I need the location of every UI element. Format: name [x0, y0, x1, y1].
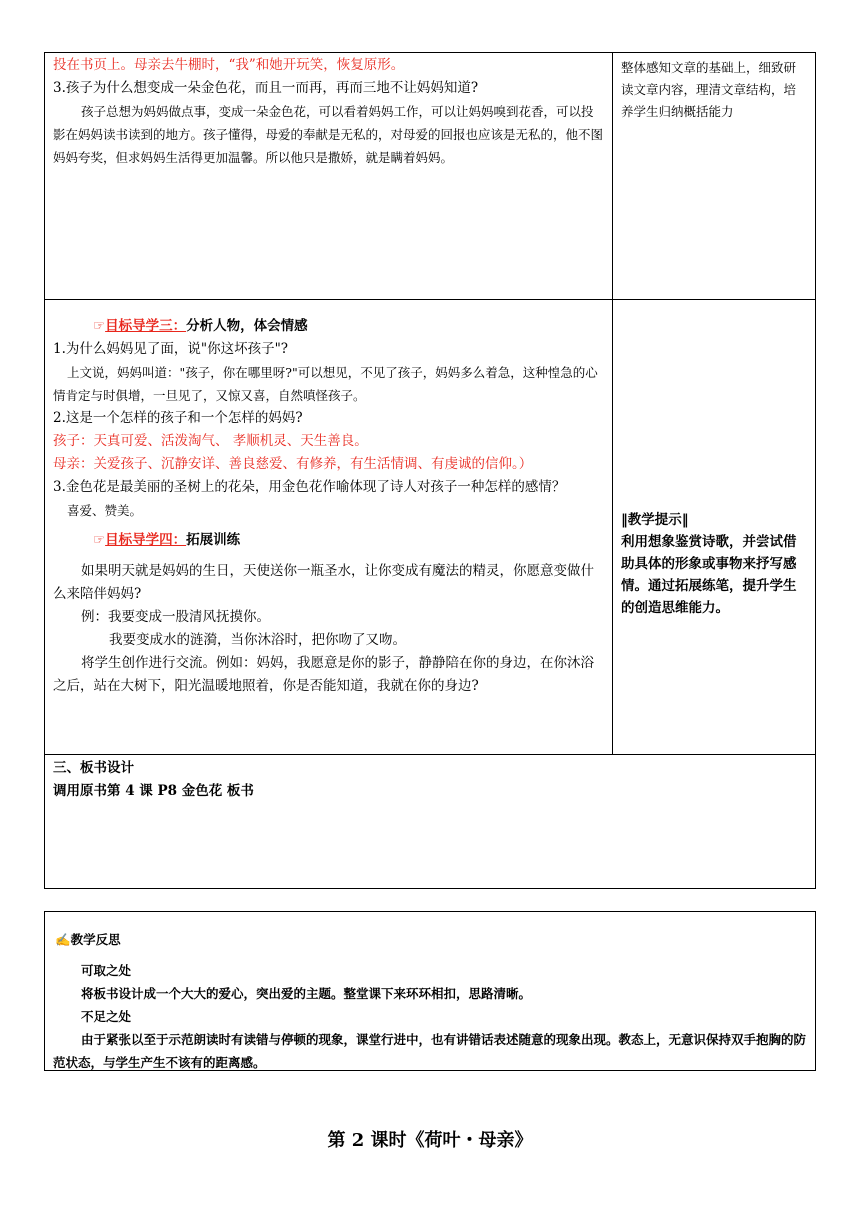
good-label: 可取之处	[81, 963, 132, 978]
table-row	[45, 53, 815, 300]
pointer-icon: ☞	[93, 532, 106, 548]
bad-text: 由于紧张以至于示范朗读时有读错与停顿的现象，课堂行进中，也有讲错话表述随意的现象出现。教态上，无意识保持双手抱胸的防范状态，与学生产生不该有的距离感。	[53, 1032, 807, 1070]
content-cell	[45, 53, 613, 299]
goal-text: 拓展训练	[186, 532, 241, 548]
reflection-title	[55, 928, 807, 951]
table-row	[45, 755, 815, 888]
question: 3.金色花是最美丽的圣树上的花朵，用金色花作喻体现了诗人对孩子一种怎样的感情？	[53, 479, 566, 495]
goal-heading-3	[93, 314, 604, 334]
next-lesson-title: 第 2 课时《荷叶・母亲》	[327, 1130, 533, 1151]
extension-prompt: 如果明天就是妈妈的生日，天使送你一瓶圣水，让你变成有魔法的精灵，你愿意变做什么来陪伴妈妈?	[53, 563, 594, 602]
question: 3.孩子为什么想变成一朵金色花，而且一而再，再而三地不让妈妈知道?	[53, 80, 479, 96]
reflection-title-text: 教学反思	[70, 932, 121, 947]
tip-title: ‖教学提示‖	[621, 512, 689, 528]
note-cell	[613, 300, 815, 754]
table-row	[45, 300, 815, 755]
answer-mother: 母亲：关爱孩子、沉静安详、善良慈爱、有修养，有生活情调、有虔诚的信仰。）	[53, 456, 533, 472]
tip-text: 利用想象鉴赏诗歌，并尝试借助具体的形象或事物来抒写感情。通过拓展练笔，提升学生的创造思维能力。	[621, 534, 797, 616]
goal-text: 分析人物，体会情感	[186, 318, 308, 334]
pen-icon: ✍	[55, 932, 71, 947]
goal-label: 目标导学四：	[105, 532, 187, 548]
example-line: 我要变成水的涟漪，当你沐浴时，把你吻了又吻。	[109, 632, 406, 648]
content-cell	[45, 300, 613, 754]
pointer-icon: ☞	[93, 318, 106, 334]
answer-child: 孩子：天真可爱、活泼淘气、 孝顺机灵、天生善良。	[53, 433, 368, 449]
board-heading: 三、板书设计	[53, 760, 134, 776]
goal-label: 目标导学三：	[105, 318, 187, 334]
question: 2.这是一个怎样的孩子和一个怎样的妈妈?	[53, 410, 303, 426]
note-text: 整体感知文章的基础上，细致研读文章内容，理清文章结构，培养学生归纳概括能力	[621, 60, 797, 119]
good-text: 将板书设计成一个大大的爱心，突出爱的主题。整堂课下来环环相扣，思路清晰。	[81, 986, 532, 1001]
answer: 上文说，妈妈叫道："孩子，你在哪里呀?"可以想见，不见了孩子，妈妈多么着急，这种惶急的心情肯定与时俱增，一旦见了，又惊又喜，自然嗔怪孩子。	[53, 365, 598, 403]
text-line: 投在书页上。母亲去牛棚时，“我”和她开玩笑，恢复原形。	[53, 57, 405, 73]
note-cell	[613, 53, 815, 299]
lesson-table	[44, 52, 816, 889]
goal-heading-4	[93, 528, 604, 548]
question: 1.为什么妈妈见了面，说"你这坏孩子"?	[53, 341, 289, 357]
answer: 喜爱、赞美。	[67, 503, 143, 518]
answer: 孩子总想为妈妈做点事，变成一朵金色花，可以看着妈妈工作，可以让妈妈嗅到花香，可以投影在妈妈读书读到的地方。孩子懂得，母爱的奉献是无私的，对母爱的回报也应该是无私的，他不图妈妈夸奖，但求妈妈生活得更加温馨。所以他只是撒娇，就是瞒着妈妈。	[53, 104, 604, 165]
bad-label: 不足之处	[81, 1009, 132, 1024]
extension-share: 将学生创作进行交流。例如：妈妈，我愿意是你的影子，静静陪在你的身边，在你沐浴之后，站在大树下，阳光温暖地照着，你是否能知道，我就在你的身边?	[53, 655, 594, 694]
example-line: 例：我要变成一股清风抚摸你。	[81, 609, 270, 625]
reflection-box	[44, 911, 816, 1071]
board-text: 调用原书第 4 课 P8 金色花 板书	[53, 783, 254, 799]
